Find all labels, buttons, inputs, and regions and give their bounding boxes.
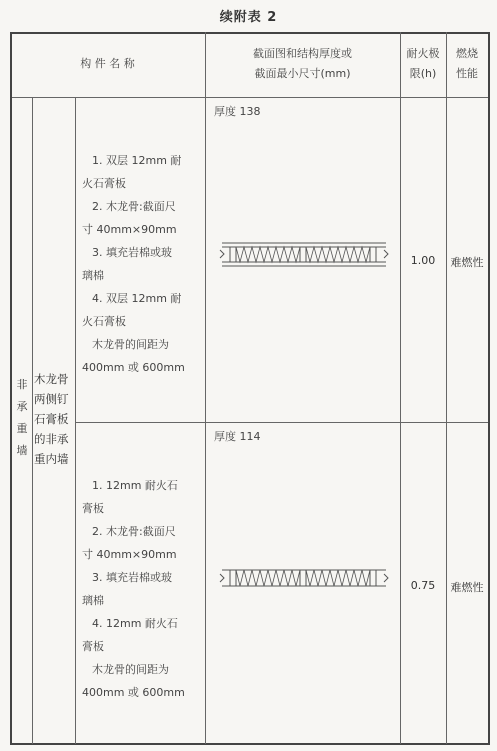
header-section-line1: 截面图和结构厚度或 [253,47,352,60]
subcategory-label: 木龙骨 两侧钉 石膏板 的非承 重内墙 [34,372,69,466]
header-fire-limit-line2: 限(h) [409,67,437,80]
row-1-thickness: 厚度 138 [214,105,261,118]
row-1-fire-limit: 1.00 [410,254,436,267]
header-combustion-line1: 燃烧 [456,47,478,60]
page-title: 续附表 2 [219,10,278,25]
fire-resistance-table [10,32,490,745]
row-1-combustion: 难燃性 [450,256,484,269]
header-section-line2: 截面最小尺寸(mm) [254,67,351,80]
header-combustion-line2: 性能 [456,67,478,80]
row-2-thickness: 厚度 114 [214,430,261,443]
row-1-description: 1. 双层 12mm 耐 火石膏板 2. 木龙骨:截面尺 寸 40mm×90mm 3. 填充岩棉或玻 璃棉 4. 双层 12mm 耐 火石膏板 木龙骨的间距为 400mm 或 600mm [82,154,185,374]
row-2-fire-limit: 0.75 [410,579,436,592]
header-component-name: 构 件 名 称 [80,57,135,70]
header-fire-limit-line1: 耐火极 [406,47,440,60]
row-2-section-diagram [218,567,388,591]
category-label: 非 承 重 墙 [16,378,28,457]
row-1-section-diagram [218,240,388,270]
row-2-combustion: 难燃性 [450,581,484,594]
row-2-description: 1. 12mm 耐火石 膏板 2. 木龙骨:截面尺 寸 40mm×90mm 3. 填充岩棉或玻 璃棉 4. 12mm 耐火石 膏板 木龙骨的间距为 400mm 或 600mm [82,479,185,699]
